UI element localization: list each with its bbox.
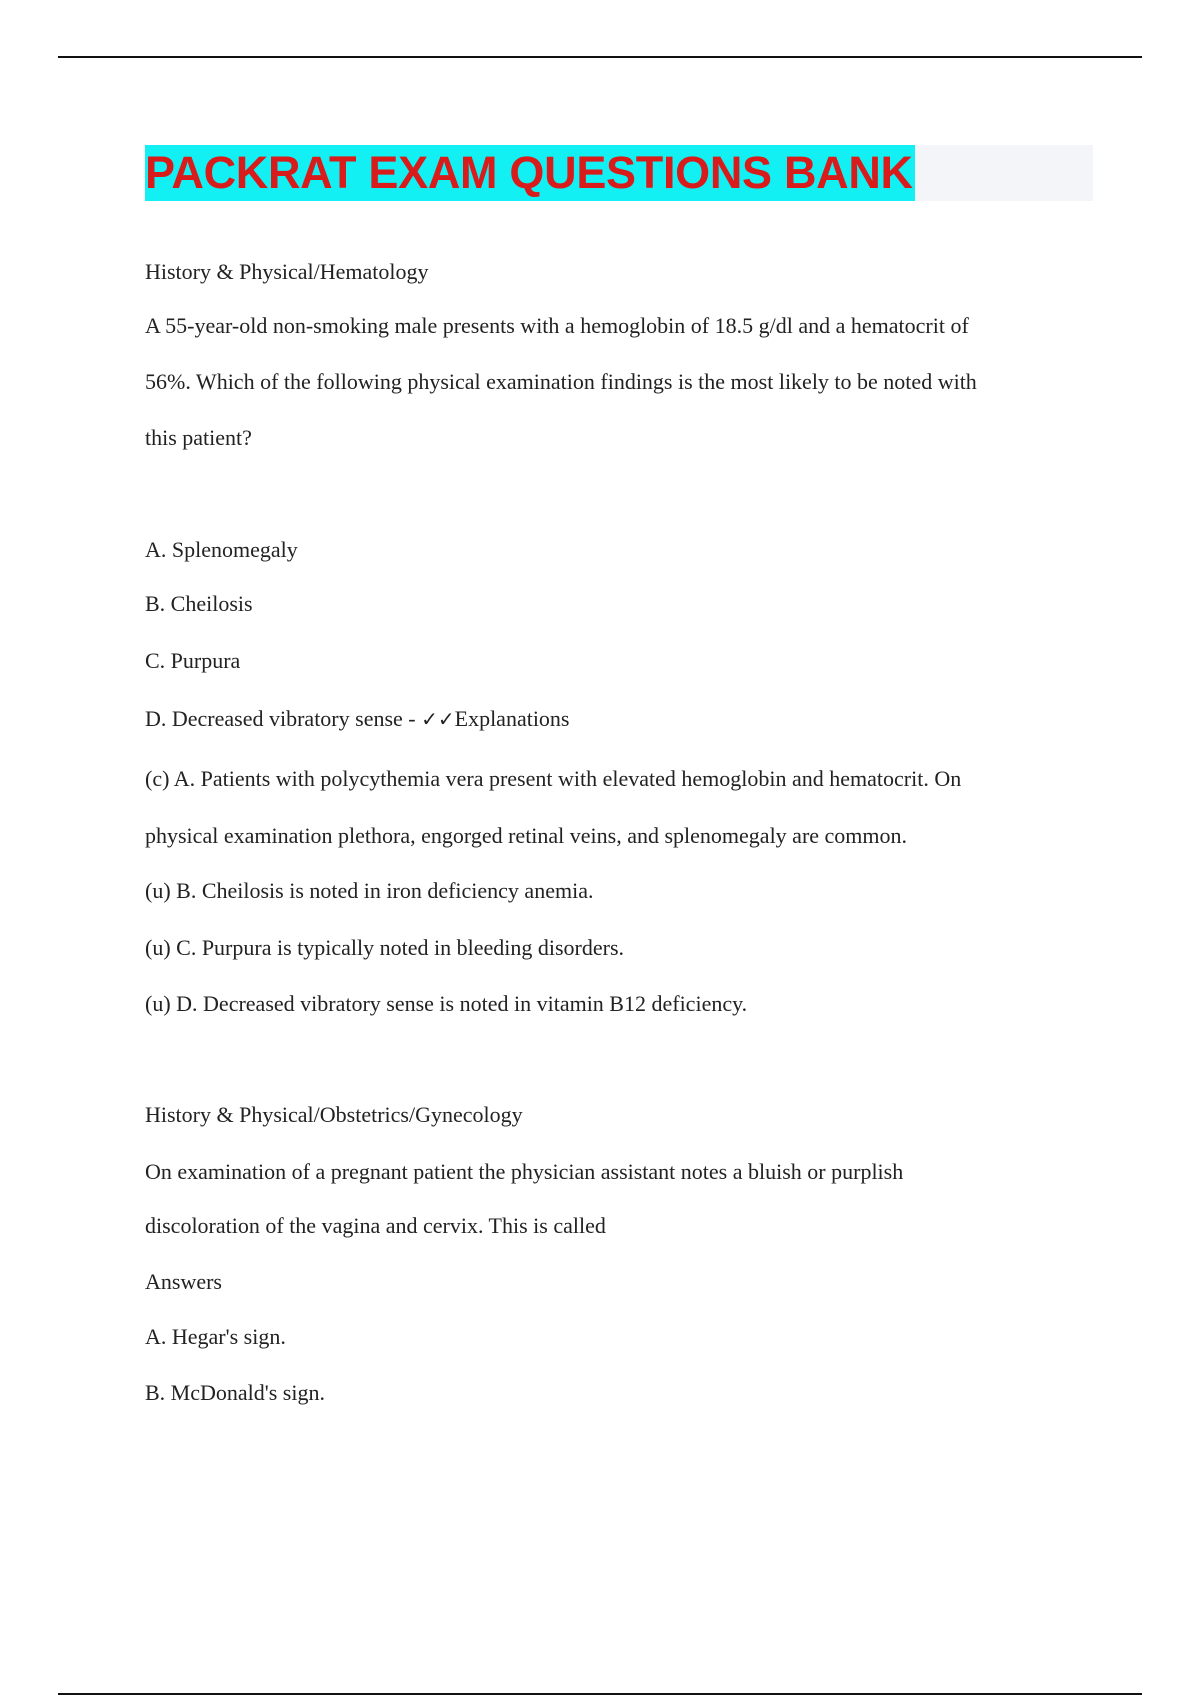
q2-stem-line-1: On examination of a pregnant patient the physician assistant notes a bluish or purplish — [145, 1159, 904, 1184]
q1-stem-line-1: A 55-year-old non-smoking male presents with a hemoglobin of 18.5 g/dl and a hematocrit of — [145, 313, 969, 338]
page-title: PACKRAT EXAM QUESTIONS BANK — [145, 145, 915, 201]
q1-explanation-line-3: (u) B. Cheilosis is noted in iron deficiency anemia. — [145, 878, 594, 903]
q1-option-c: C. Purpura — [145, 648, 241, 673]
q1-explanation-line-2: physical examination plethora, engorged retinal veins, and splenomegaly are common. — [145, 823, 908, 848]
q2-category: History & Physical/Obstetrics/Gynecology — [145, 1102, 523, 1127]
q1-category: History & Physical/Hematology — [145, 259, 429, 284]
q2-stem-line-2: discoloration of the vagina and cervix. This is called — [145, 1213, 606, 1238]
q1-option-b: B. Cheilosis — [145, 591, 253, 616]
top-rule — [58, 56, 1142, 58]
q2-option-b: B. McDonald's sign. — [145, 1380, 325, 1405]
q1-explanation-line-4: (u) C. Purpura is typically noted in bleeding disorders. — [145, 935, 625, 960]
q2-option-a: A. Hegar's sign. — [145, 1324, 286, 1349]
q2-answers-label: Answers — [145, 1269, 222, 1294]
bottom-rule — [58, 1693, 1142, 1695]
q1-option-d — [145, 705, 570, 733]
check-marks: ✓✓ — [421, 707, 455, 731]
q1-stem-line-2: 56%. Which of the following physical examination findings is the most likely to be noted with — [145, 369, 977, 394]
q1-option-d-text: D. Decreased vibratory sense - — [145, 706, 422, 731]
q1-explanation-line-5: (u) D. Decreased vibratory sense is noted in vitamin B12 deficiency. — [145, 991, 748, 1016]
q1-stem-line-3: this patient? — [145, 425, 252, 450]
q1-explanation-line-1: (c) A. Patients with polycythemia vera present with elevated hemoglobin and hematocrit. On — [145, 766, 962, 791]
q1-option-a: A. Splenomegaly — [145, 537, 298, 562]
explanations-label: Explanations — [454, 706, 570, 731]
